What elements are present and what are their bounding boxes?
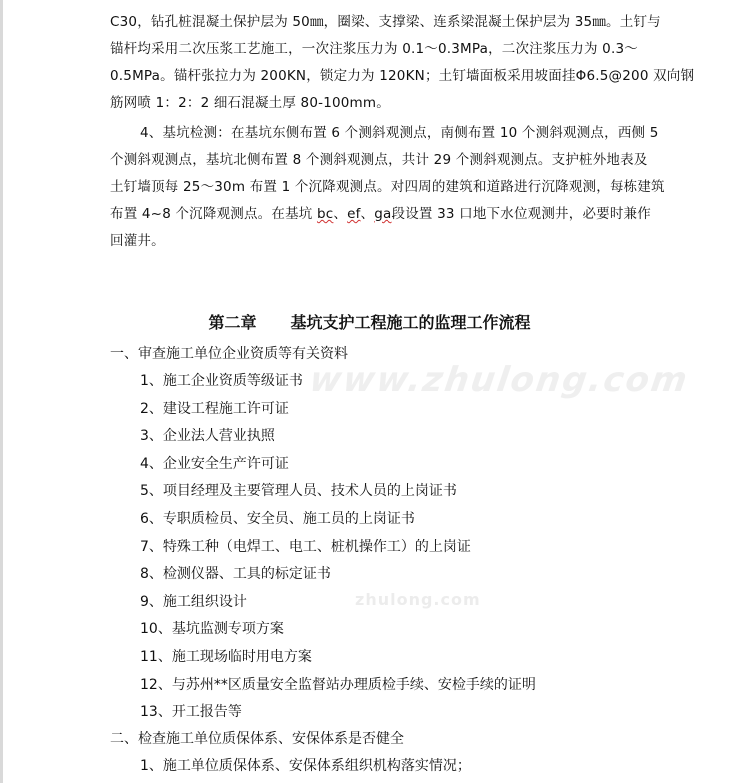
list-item: 9、施工组织设计 bbox=[140, 593, 247, 610]
list-item: 1、施工企业资质等级证书 bbox=[140, 373, 303, 389]
text-fragment: 、 bbox=[360, 206, 375, 222]
list-item: 6、专职质检员、安全员、施工员的上岗证书 bbox=[140, 510, 415, 527]
text-line-segments bbox=[110, 201, 698, 228]
list-item: 12、与苏州**区质量安全监督站办理质检手续、安检手续的证明 bbox=[140, 676, 536, 693]
text-line: 个测斜观测点，基坑北侧布置 8 个测斜观测点，共计 29 个测斜观测点。支护桩外地表及 bbox=[110, 152, 648, 168]
list-item: 8、检测仪器、工具的标定证书 bbox=[140, 566, 331, 583]
section-heading: 一、审查施工单位企业资质等有关资料 bbox=[110, 346, 348, 362]
list-item: 13、开工报告等 bbox=[140, 704, 242, 721]
paragraph-concrete-specs bbox=[110, 9, 698, 117]
spellcheck-word: ef bbox=[347, 206, 361, 222]
chapter-heading bbox=[0, 309, 739, 337]
text-fragment: 段设置 33 口地下水位观测井，必要时兼作 bbox=[391, 206, 651, 222]
chapter-title: 基坑支护工程施工的监理工作流程 bbox=[290, 313, 531, 332]
text-line: 4、基坑检测：在基坑东侧布置 6 个测斜观测点，南侧布置 10 个测斜观测点，西侧 5 bbox=[140, 125, 659, 141]
text-line: C30，钻孔桩混凝土保护层为 50㎜，圈梁、支撑梁、连系梁混凝土保护层为 35㎜。土钉与 bbox=[110, 14, 661, 30]
list-item: 5、项目经理及主要管理人员、技术人员的上岗证书 bbox=[140, 483, 457, 500]
list-item: 11、施工现场临时用电方案 bbox=[140, 648, 312, 665]
watermark-logo: www.zhulong.com bbox=[307, 360, 692, 400]
section-heading: 二、检查施工单位质保体系、安保体系是否健全 bbox=[110, 731, 404, 747]
text-fragment: 布置 4~8 个沉降观测点。在基坑 bbox=[110, 206, 317, 222]
paragraph-pit-monitoring bbox=[110, 120, 698, 255]
list-item: 3、企业法人营业执照 bbox=[140, 428, 275, 445]
list-item: 4、企业安全生产许可证 bbox=[140, 455, 289, 472]
text-line: 0.5MPa。锚杆张拉力为 200KN，锁定力为 120KN；土钉墙面板采用坡面挂Φ6.5@200 双向钢 bbox=[110, 68, 695, 84]
document-list bbox=[140, 368, 536, 727]
list-item: 2、建设工程施工许可证 bbox=[140, 400, 289, 417]
list-item: 7、特殊工种（电焊工、电工、桩机操作工）的上岗证 bbox=[140, 538, 471, 555]
text-line: 锚杆均采用二次压浆工艺施工，一次注浆压力为 0.1～0.3MPa，二次注浆压力为 0.3～ bbox=[110, 41, 638, 57]
watermark-small: zhulong.com bbox=[355, 590, 481, 609]
chapter-number: 第二章 bbox=[208, 313, 257, 332]
page-left-edge bbox=[0, 0, 3, 783]
list-item: 10、基坑监测专项方案 bbox=[140, 621, 284, 638]
text-fragment: 、 bbox=[333, 206, 348, 222]
list-item: 1、施工单位质保体系、安保体系组织机构落实情况； bbox=[140, 758, 471, 774]
text-line: 回灌井。 bbox=[110, 233, 165, 249]
spellcheck-word: ga bbox=[374, 206, 392, 222]
spellcheck-word: bc bbox=[316, 206, 334, 222]
text-line: 土钉墙顶每 25～30m 布置 1 个沉降观测点。对四周的建筑和道路进行沉降观测，每栋建筑 bbox=[110, 179, 665, 195]
text-line: 筋网喷 1：2：2 细石混凝土厚 80-100mm。 bbox=[110, 95, 390, 111]
